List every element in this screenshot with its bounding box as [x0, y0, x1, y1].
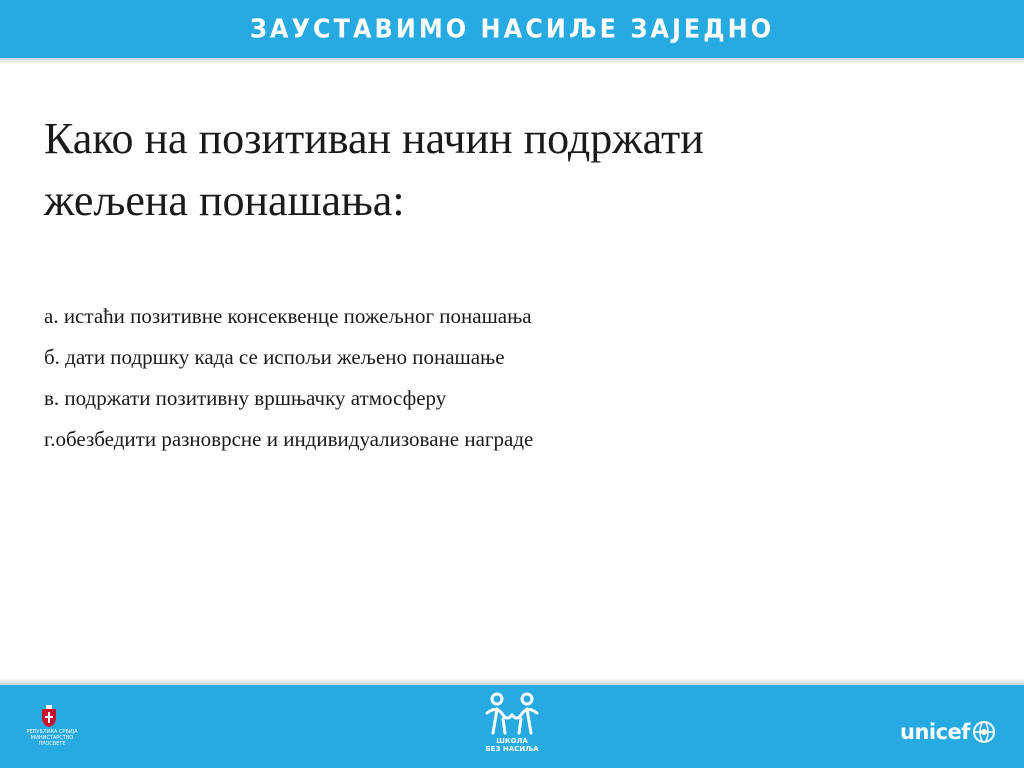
ministry-line-1: РЕПУБЛИКА СРБИЈА	[26, 729, 78, 735]
top-banner-shadow	[0, 58, 1024, 64]
unicef-logo	[900, 719, 996, 745]
list-item: в. подржати позитивну вршњачку атмосферу	[44, 386, 447, 410]
footer-bar	[0, 685, 1024, 768]
list-item: г.обезбедити разноврсне и индивидуализоване награде	[44, 427, 534, 451]
list-item: б. дати подршку када се испољи жељено понашање	[44, 345, 505, 369]
unicef-wordmark: unicef	[900, 720, 970, 744]
school-without-violence-logo	[480, 691, 544, 765]
unicef-globe-icon	[972, 720, 996, 744]
school-line-2: БЕЗ НАСИЉА	[485, 745, 539, 753]
school-line-1: ШКОЛА	[496, 737, 528, 745]
banner-title: ЗАУСТАВИМО НАСИЉЕ ЗАЈЕДНО	[249, 13, 775, 45]
children-icon	[483, 691, 541, 737]
ministry-caption	[18, 729, 86, 747]
list-item: а. истаћи позитивне консеквенце пожељног понашања	[44, 304, 532, 328]
slide-title	[44, 108, 944, 232]
footer-shadow	[0, 678, 1024, 685]
bullet-list	[44, 296, 944, 460]
top-banner	[0, 0, 1024, 58]
slide-title-line-1: Како на позитиван начин подржати	[44, 114, 704, 163]
slide-title-line-2: жељена понашања:	[44, 176, 405, 225]
ministry-line-2: МИНИСТАРСТВО ПРОСВЕТЕ	[30, 735, 74, 747]
school-caption	[480, 737, 544, 753]
coat-of-arms-icon	[40, 705, 58, 727]
